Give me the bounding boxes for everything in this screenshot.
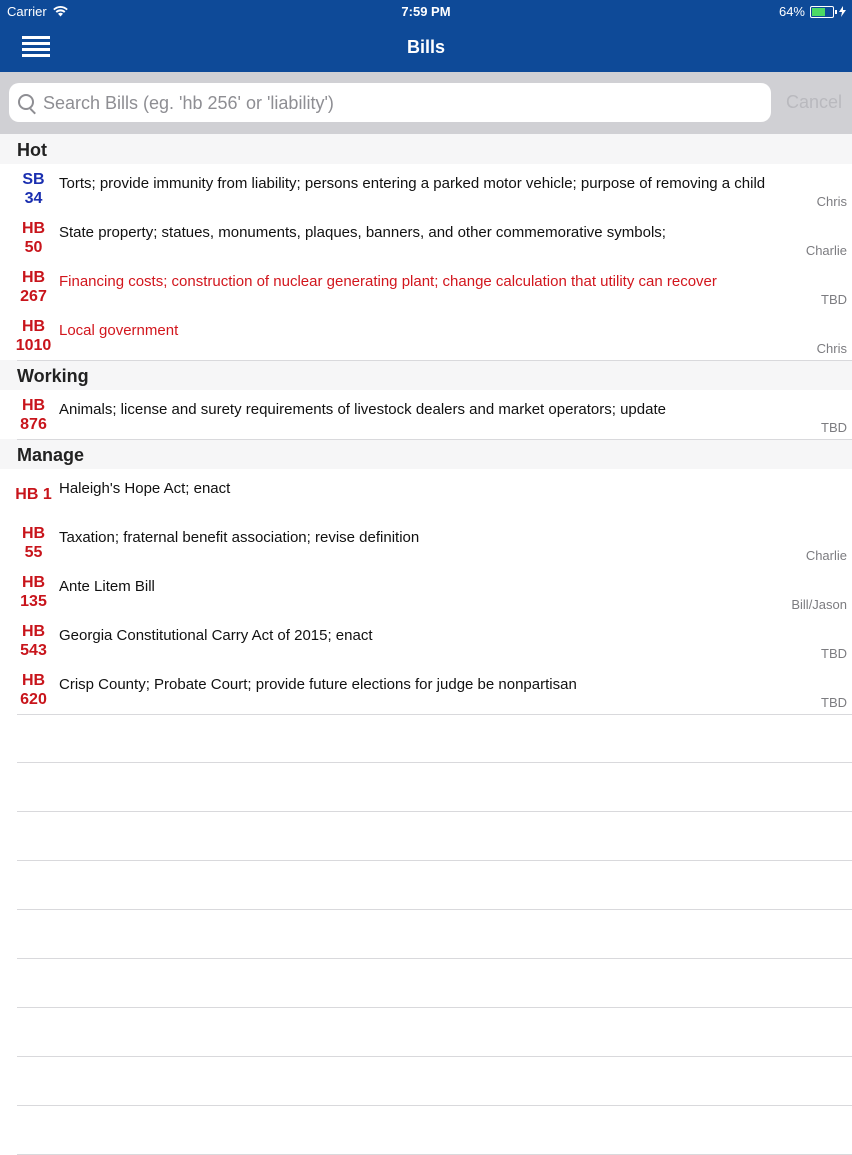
- bill-number: 34: [24, 190, 43, 207]
- bill-id: [10, 485, 57, 504]
- bill-row[interactable]: [0, 213, 852, 262]
- bill-row[interactable]: [0, 567, 852, 616]
- bill-description: Ante Litem Bill: [59, 578, 155, 595]
- bill-type: HB: [21, 220, 46, 237]
- bill-id: [10, 622, 57, 660]
- section-header: Hot: [0, 134, 852, 164]
- bill-id: [10, 573, 57, 611]
- bill-assignee: TBD: [821, 646, 847, 661]
- bill-type: HB: [21, 623, 46, 640]
- bill-description: Torts; provide immunity from liability; persons entering a parked motor vehicle; purpose of removing a child: [59, 175, 766, 192]
- row-divider: [17, 360, 852, 361]
- row-divider: [17, 439, 852, 440]
- bill-row[interactable]: [0, 469, 852, 518]
- bill-row[interactable]: [0, 616, 852, 665]
- bill-number: 135: [20, 593, 47, 610]
- bill-description: Haleigh's Hope Act; enact: [59, 480, 231, 497]
- empty-row: [0, 861, 852, 910]
- search-bar: [0, 72, 852, 134]
- section-header: Manage: [0, 439, 852, 469]
- bill-number: 55: [24, 544, 43, 561]
- bill-row[interactable]: [0, 164, 852, 213]
- bill-id: [10, 671, 57, 709]
- empty-row: [0, 1106, 852, 1155]
- bill-type: HB: [21, 525, 46, 542]
- bill-id: [10, 268, 57, 306]
- section-header: Working: [0, 360, 852, 390]
- bill-description: Animals; license and surety requirements of livestock dealers and market operators; update: [59, 401, 666, 418]
- empty-row: [0, 714, 852, 763]
- bill-description: Financing costs; construction of nuclear generating plant; change calculation that utility can recover: [59, 273, 717, 290]
- bill-type: HB: [21, 269, 46, 286]
- empty-row: [0, 910, 852, 959]
- bill-id: [10, 170, 57, 208]
- bill-type: HB: [21, 397, 46, 414]
- battery-percent: 64%: [778, 4, 805, 19]
- search-field-container[interactable]: [9, 83, 771, 122]
- bill-description: Crisp County; Probate Court; provide future elections for judge be nonpartisan: [59, 676, 577, 693]
- bill-description: Local government: [59, 322, 179, 339]
- bill-number: 876: [20, 416, 47, 433]
- bill-description: Georgia Constitutional Carry Act of 2015; enact: [59, 627, 373, 644]
- bill-id: [10, 524, 57, 562]
- bill-type: SB: [22, 171, 45, 188]
- bill-type: HB 1: [15, 486, 52, 503]
- bill-assignee: TBD: [821, 695, 847, 710]
- bill-id: [10, 219, 57, 257]
- page-title: Bills: [406, 37, 445, 57]
- bill-type: HB: [21, 672, 46, 689]
- bill-type: HB: [21, 318, 46, 335]
- bill-id: [10, 396, 57, 434]
- empty-row: [0, 812, 852, 861]
- bill-row[interactable]: [0, 262, 852, 311]
- bill-type: HB: [21, 574, 46, 591]
- empty-row: [0, 1008, 852, 1057]
- bill-number: 543: [20, 642, 47, 659]
- bill-list: [0, 134, 852, 1155]
- empty-row: [0, 1057, 852, 1106]
- empty-row: [0, 763, 852, 812]
- carrier-label: Carrier: [7, 4, 47, 19]
- bill-number: 267: [20, 288, 47, 305]
- bill-assignee: TBD: [821, 292, 847, 307]
- battery-icon: [810, 6, 834, 18]
- bill-row[interactable]: [0, 390, 852, 439]
- bill-number: 1010: [15, 337, 52, 354]
- empty-row: [0, 959, 852, 1008]
- bill-number: 50: [24, 239, 43, 256]
- bill-assignee: Charlie: [805, 243, 847, 258]
- bill-number: 620: [20, 691, 47, 708]
- bill-row[interactable]: [0, 665, 852, 714]
- bill-row[interactable]: [0, 311, 852, 360]
- bill-row[interactable]: [0, 518, 852, 567]
- cancel-button[interactable]: Cancel: [785, 92, 842, 112]
- bill-description: State property; statues, monuments, plaques, banners, and other commemorative symbols;: [59, 224, 666, 241]
- bill-description: Taxation; fraternal benefit association; revise definition: [59, 529, 420, 546]
- status-bar: [0, 0, 852, 24]
- bill-assignee: Bill/Jason: [791, 597, 847, 612]
- search-input[interactable]: [41, 83, 765, 124]
- bill-assignee: TBD: [821, 420, 847, 435]
- bill-assignee: Charlie: [805, 548, 847, 563]
- battery-indicator: [779, 4, 846, 19]
- navigation-bar: [0, 24, 852, 72]
- charging-bolt-icon: [839, 6, 846, 17]
- bill-id: [10, 317, 57, 355]
- search-icon: [18, 94, 34, 110]
- bill-assignee: Chris: [816, 341, 847, 356]
- bill-assignee: Chris: [816, 194, 847, 209]
- status-time: 7:59 PM: [401, 4, 451, 19]
